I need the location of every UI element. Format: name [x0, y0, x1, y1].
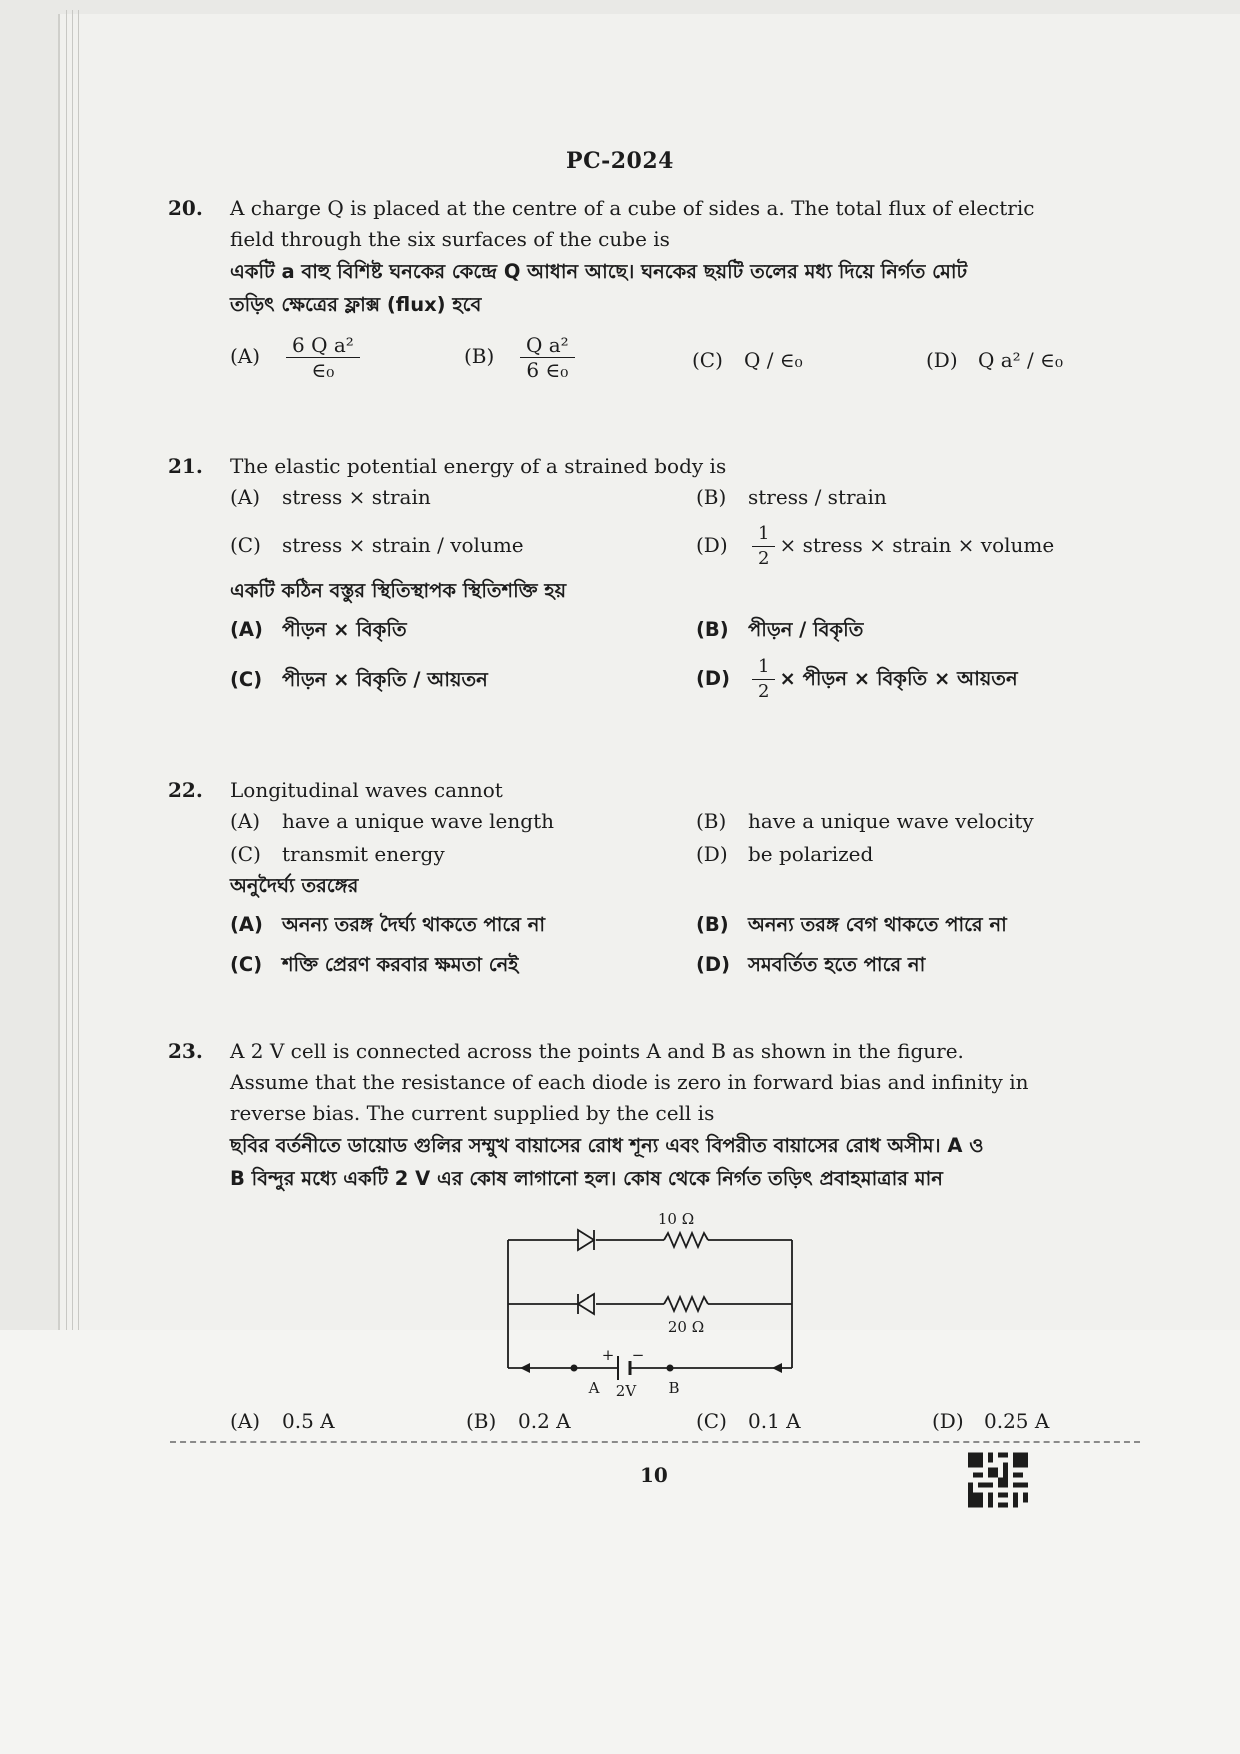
option-b[interactable]	[466, 1406, 571, 1437]
option-text: stress / strain	[748, 485, 887, 509]
option-d[interactable]	[932, 1406, 1049, 1437]
option-label: (B)	[696, 485, 727, 509]
fraction-denominator: ∈₀	[311, 358, 335, 382]
option-text: 0.5 A	[282, 1409, 335, 1433]
option-label: (A)	[230, 809, 261, 833]
option-label: (A)	[230, 618, 263, 641]
resistor-20-ohm	[664, 1297, 708, 1311]
options-row	[230, 908, 1128, 948]
point-label: A	[588, 1379, 600, 1396]
question-text-en: A charge Q is placed at the centre of a cube of sides a. The total flux of electric	[230, 196, 1035, 220]
options-row	[230, 522, 1128, 574]
fraction-numerator: 1	[752, 522, 775, 547]
option-b[interactable]	[464, 333, 579, 382]
fraction-numerator: 6 Q a²	[286, 333, 360, 358]
question-text-en: reverse bias. The current supplied by the cell is	[230, 1101, 715, 1125]
cell-minus: −	[631, 1346, 645, 1364]
question-text-en: A 2 V cell is connected across the points A and B as shown in the figure.	[230, 1039, 964, 1063]
footer-divider	[170, 1441, 1140, 1443]
page-title: PC-2024	[566, 148, 674, 174]
option-label: (A)	[230, 1409, 261, 1433]
question-text-bn: B বিন্দুর মধ্যে একটি 2 V এর কোষ লাগানো হল। কোষ থেকে নির্গত তড়িৎ প্রবাহমাত্রার মান	[230, 1167, 943, 1190]
option-label: (B)	[466, 1409, 497, 1433]
question-21	[168, 451, 1128, 709]
option-text: transmit energy	[282, 842, 445, 866]
arrow-left-icon	[520, 1363, 530, 1373]
option-c[interactable]	[230, 663, 488, 696]
option-label: (C)	[692, 348, 723, 372]
option-text: × পীড়ন × বিকৃতি × আয়তন	[779, 667, 1018, 690]
fraction-denominator: 6 ∈₀	[526, 358, 569, 382]
arrow-left-icon	[772, 1363, 782, 1373]
option-text: শক্তি প্রেরণ করবার ক্ষমতা নেই	[282, 953, 519, 976]
question-text-bn: ছবির বর্তনীতে ডায়োড গুলির সম্মুখ বায়াসের রোধ শূন্য এবং বিপরীত বায়াসের রোধ অসীম। A ও	[230, 1134, 984, 1157]
option-label: (A)	[230, 485, 261, 509]
option-a[interactable]	[230, 908, 545, 941]
diode-reverse-icon	[578, 1294, 594, 1314]
fraction	[520, 333, 575, 382]
option-text: পীড়ন × বিকৃতি	[282, 618, 407, 641]
option-c[interactable]	[692, 345, 803, 376]
fraction-numerator: Q a²	[520, 333, 575, 358]
cell-label: 2V	[615, 1382, 637, 1396]
option-label: (B)	[696, 913, 729, 936]
option-text: পীড়ন / বিকৃতি	[748, 618, 864, 641]
option-c[interactable]	[696, 1406, 801, 1437]
question-20	[168, 193, 1128, 391]
option-text: have a unique wave length	[282, 809, 554, 833]
option-label: (C)	[696, 1409, 727, 1433]
option-c[interactable]	[230, 530, 524, 561]
question-23	[168, 1036, 1128, 1195]
question-number: 22.	[168, 778, 203, 802]
option-text: 0.1 A	[748, 1409, 801, 1433]
fraction	[286, 333, 360, 382]
option-label: (C)	[230, 953, 263, 976]
question-number: 20.	[168, 196, 203, 220]
question-number: 21.	[168, 454, 203, 478]
fraction-denominator: 2	[758, 681, 770, 702]
option-text: stress × strain / volume	[282, 533, 524, 557]
option-text: Q / ∈₀	[744, 348, 803, 372]
option-a[interactable]	[230, 482, 431, 513]
options-row	[230, 1406, 1128, 1440]
option-label: (D)	[926, 348, 958, 372]
question-22	[168, 775, 1128, 982]
option-label: (A)	[230, 344, 261, 368]
option-a[interactable]	[230, 333, 364, 382]
option-label: (D)	[696, 953, 731, 976]
fraction-numerator: 1	[752, 655, 775, 680]
option-text: সমবর্তিত হতে পারে না	[748, 953, 926, 976]
options-row	[230, 655, 1128, 709]
question-text-en: The elastic potential energy of a strained body is	[230, 454, 727, 478]
option-text: 0.25 A	[984, 1409, 1050, 1433]
qr-code-icon	[968, 1452, 1028, 1508]
option-a[interactable]	[230, 1406, 335, 1437]
option-d[interactable]	[696, 839, 873, 870]
option-a[interactable]	[230, 613, 407, 646]
option-label: (D)	[696, 667, 731, 690]
options-row	[230, 806, 1128, 839]
option-b[interactable]	[696, 482, 887, 513]
option-d[interactable]	[926, 345, 1063, 376]
question-text-bn: একটি a বাহু বিশিষ্ট ঘনকের কেন্দ্রে Q আধান আছে। ঘনকের ছয়টি তলের মধ্য দিয়ে নির্গত মোট	[230, 260, 968, 283]
question-text-bn: অনুদৈর্ঘ্য তরঙ্গের	[230, 874, 359, 897]
option-a[interactable]	[230, 806, 554, 837]
option-d[interactable]	[696, 948, 925, 981]
question-text-en: Assume that the resistance of each diode is zero in forward bias and infinity in	[230, 1070, 1029, 1094]
option-text: be polarized	[748, 842, 874, 866]
option-label: (D)	[696, 842, 728, 866]
question-23-options	[168, 1406, 1128, 1440]
point-label: B	[668, 1379, 680, 1396]
option-label: (B)	[464, 344, 495, 368]
question-text-bn: তড়িৎ ক্ষেত্রের ফ্লাক্স (flux) হবে	[230, 293, 482, 316]
option-text: অনন্য তরঙ্গ দৈর্ঘ্য থাকতে পারে না	[282, 913, 546, 936]
options-row	[230, 948, 1128, 982]
option-text: Q a² / ∈₀	[978, 348, 1063, 372]
option-d[interactable]	[696, 522, 1054, 571]
fraction	[752, 655, 775, 704]
options-row	[230, 613, 1128, 647]
question-text-en: field through the six surfaces of the cube is	[230, 227, 670, 251]
question-text-bn: একটি কঠিন বস্তুর স্থিতিস্থাপক স্থিতিশক্তি হয়	[230, 579, 567, 602]
resistor-10-ohm	[664, 1233, 708, 1247]
options-row	[230, 333, 1128, 391]
resistor-label: 10 Ω	[657, 1210, 695, 1228]
option-text: × stress × strain × volume	[779, 533, 1055, 557]
option-c[interactable]	[230, 948, 518, 981]
diode-forward-icon	[578, 1230, 594, 1250]
options-row	[230, 839, 1128, 869]
circuit-diagram	[490, 1208, 820, 1396]
option-label: (B)	[696, 618, 729, 641]
option-label: (D)	[932, 1409, 964, 1433]
resistor-label: 20 Ω	[667, 1318, 705, 1336]
option-label: (D)	[696, 533, 728, 557]
fraction	[752, 522, 775, 571]
cell-plus: +	[601, 1346, 615, 1364]
question-text-en: Longitudinal waves cannot	[230, 778, 503, 802]
option-text: অনন্য তরঙ্গ বেগ থাকতে পারে না	[748, 913, 1007, 936]
node-a	[571, 1365, 578, 1372]
option-text: পীড়ন × বিকৃতি / আয়তন	[282, 668, 488, 691]
option-text: stress × strain	[282, 485, 431, 509]
option-label: (C)	[230, 533, 261, 557]
options-row	[230, 482, 1128, 516]
option-label: (C)	[230, 842, 261, 866]
option-b[interactable]	[696, 613, 863, 646]
node-b	[667, 1365, 674, 1372]
option-text: have a unique wave velocity	[748, 809, 1034, 833]
option-b[interactable]	[696, 806, 1034, 837]
option-d[interactable]	[696, 655, 1018, 704]
page-number: 10	[640, 1463, 668, 1487]
option-label: (A)	[230, 913, 263, 936]
option-label: (B)	[696, 809, 727, 833]
option-b[interactable]	[696, 908, 1007, 941]
option-label: (C)	[230, 668, 263, 691]
option-c[interactable]	[230, 839, 445, 870]
question-number: 23.	[168, 1039, 203, 1063]
fraction-denominator: 2	[758, 548, 770, 569]
option-text: 0.2 A	[518, 1409, 571, 1433]
